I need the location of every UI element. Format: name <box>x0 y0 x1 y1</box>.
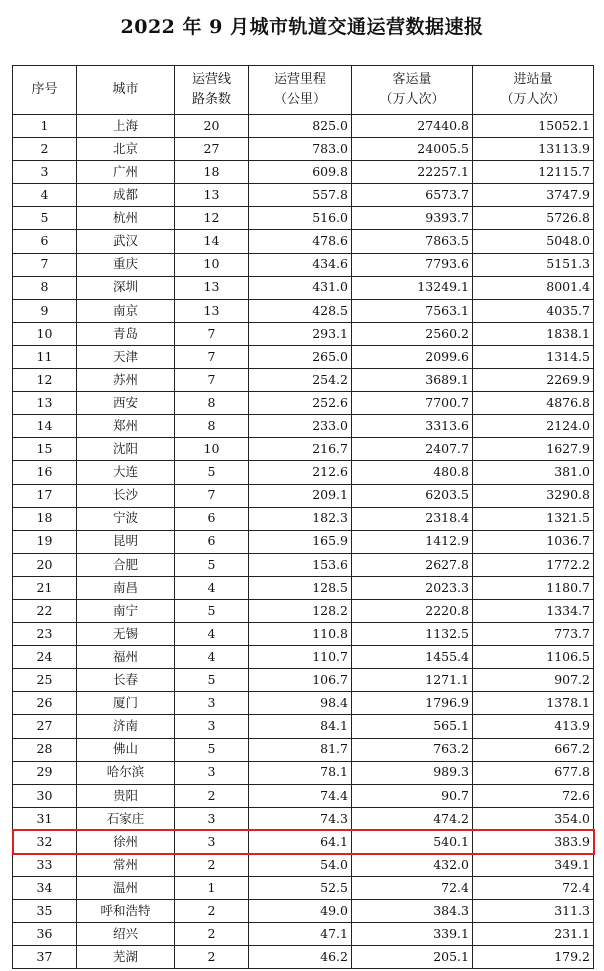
table-row <box>13 138 594 161</box>
cell-line-count: 7 <box>175 484 249 507</box>
table-row <box>13 253 594 276</box>
cell-line-count: 10 <box>175 438 249 461</box>
table-row <box>13 646 594 669</box>
table-row <box>13 415 594 438</box>
cell-mileage: 128.2 <box>249 599 352 622</box>
cell-entry-volume: 677.8 <box>473 761 594 784</box>
table-row <box>13 923 594 946</box>
metro-data-table <box>12 65 594 969</box>
cell-passenger-volume: 27440.8 <box>352 115 473 138</box>
cell-passenger-volume: 432.0 <box>352 854 473 877</box>
cell-city: 广州 <box>77 161 175 184</box>
table-row <box>13 322 594 345</box>
cell-city: 武汉 <box>77 230 175 253</box>
cell-passenger-volume: 2220.8 <box>352 599 473 622</box>
cell-index: 10 <box>13 322 77 345</box>
table-row <box>13 161 594 184</box>
cell-line-count: 4 <box>175 576 249 599</box>
cell-mileage: 609.8 <box>249 161 352 184</box>
cell-passenger-volume: 2560.2 <box>352 322 473 345</box>
cell-entry-volume: 349.1 <box>473 854 594 877</box>
header-index: 序号 <box>13 66 77 115</box>
cell-passenger-volume: 24005.5 <box>352 138 473 161</box>
cell-index: 8 <box>13 276 77 299</box>
page-title: 2022 年 9 月城市轨道交通运营数据速报 <box>120 16 484 38</box>
cell-passenger-volume: 72.4 <box>352 877 473 900</box>
cell-index: 37 <box>13 946 77 969</box>
cell-city: 合肥 <box>77 553 175 576</box>
cell-city: 呼和浩特 <box>77 900 175 923</box>
cell-line-count: 5 <box>175 669 249 692</box>
cell-line-count: 13 <box>175 276 249 299</box>
cell-line-count: 4 <box>175 623 249 646</box>
cell-city: 大连 <box>77 461 175 484</box>
cell-index: 20 <box>13 553 77 576</box>
cell-city: 苏州 <box>77 369 175 392</box>
cell-entry-volume: 1321.5 <box>473 507 594 530</box>
cell-entry-volume: 413.9 <box>473 715 594 738</box>
cell-city: 厦门 <box>77 692 175 715</box>
cell-city: 杭州 <box>77 207 175 230</box>
cell-passenger-volume: 565.1 <box>352 715 473 738</box>
cell-mileage: 78.1 <box>249 761 352 784</box>
table-row <box>13 669 594 692</box>
cell-entry-volume: 5726.8 <box>473 207 594 230</box>
table-row <box>13 184 594 207</box>
cell-mileage: 74.3 <box>249 807 352 830</box>
cell-index: 32 <box>13 830 77 853</box>
cell-mileage: 182.3 <box>249 507 352 530</box>
cell-line-count: 2 <box>175 854 249 877</box>
cell-line-count: 14 <box>175 230 249 253</box>
cell-city: 长沙 <box>77 484 175 507</box>
cell-passenger-volume: 7793.6 <box>352 253 473 276</box>
header-city: 城市 <box>77 66 175 115</box>
cell-entry-volume: 1314.5 <box>473 345 594 368</box>
cell-mileage: 128.5 <box>249 576 352 599</box>
table-row <box>13 115 594 138</box>
cell-entry-volume: 1772.2 <box>473 553 594 576</box>
table-row <box>13 207 594 230</box>
table-row <box>13 392 594 415</box>
cell-entry-volume: 8001.4 <box>473 276 594 299</box>
cell-index: 1 <box>13 115 77 138</box>
cell-line-count: 20 <box>175 115 249 138</box>
table-row <box>13 576 594 599</box>
cell-passenger-volume: 763.2 <box>352 738 473 761</box>
cell-city: 绍兴 <box>77 923 175 946</box>
cell-entry-volume: 354.0 <box>473 807 594 830</box>
cell-passenger-volume: 6203.5 <box>352 484 473 507</box>
cell-line-count: 5 <box>175 599 249 622</box>
table-row <box>13 761 594 784</box>
cell-index: 11 <box>13 345 77 368</box>
cell-city: 深圳 <box>77 276 175 299</box>
cell-index: 23 <box>13 623 77 646</box>
cell-passenger-volume: 480.8 <box>352 461 473 484</box>
table-row <box>13 438 594 461</box>
cell-mileage: 212.6 <box>249 461 352 484</box>
cell-mileage: 98.4 <box>249 692 352 715</box>
cell-city: 福州 <box>77 646 175 669</box>
cell-index: 16 <box>13 461 77 484</box>
cell-city: 天津 <box>77 345 175 368</box>
cell-line-count: 6 <box>175 530 249 553</box>
table-row <box>13 345 594 368</box>
cell-entry-volume: 4876.8 <box>473 392 594 415</box>
cell-city: 哈尔滨 <box>77 761 175 784</box>
table-header-row <box>13 66 594 115</box>
table-row <box>13 807 594 830</box>
header-entry-volume: 进站量 （万人次） <box>473 66 594 115</box>
cell-mileage: 434.6 <box>249 253 352 276</box>
cell-entry-volume: 5048.0 <box>473 230 594 253</box>
cell-entry-volume: 1838.1 <box>473 322 594 345</box>
cell-index: 2 <box>13 138 77 161</box>
cell-line-count: 13 <box>175 184 249 207</box>
cell-line-count: 3 <box>175 692 249 715</box>
table-row <box>13 599 594 622</box>
cell-city: 常州 <box>77 854 175 877</box>
cell-entry-volume: 4035.7 <box>473 299 594 322</box>
cell-line-count: 2 <box>175 946 249 969</box>
cell-city: 南宁 <box>77 599 175 622</box>
cell-index: 24 <box>13 646 77 669</box>
cell-index: 21 <box>13 576 77 599</box>
cell-mileage: 478.6 <box>249 230 352 253</box>
cell-mileage: 46.2 <box>249 946 352 969</box>
table-row <box>13 900 594 923</box>
cell-index: 31 <box>13 807 77 830</box>
cell-city: 郑州 <box>77 415 175 438</box>
cell-mileage: 47.1 <box>249 923 352 946</box>
cell-line-count: 12 <box>175 207 249 230</box>
cell-city: 温州 <box>77 877 175 900</box>
cell-passenger-volume: 2407.7 <box>352 438 473 461</box>
cell-mileage: 293.1 <box>249 322 352 345</box>
cell-entry-volume: 5151.3 <box>473 253 594 276</box>
table-row <box>13 692 594 715</box>
cell-line-count: 2 <box>175 900 249 923</box>
cell-city: 贵阳 <box>77 784 175 807</box>
cell-passenger-volume: 13249.1 <box>352 276 473 299</box>
cell-entry-volume: 311.3 <box>473 900 594 923</box>
cell-line-count: 5 <box>175 461 249 484</box>
cell-mileage: 557.8 <box>249 184 352 207</box>
cell-passenger-volume: 3689.1 <box>352 369 473 392</box>
cell-mileage: 74.4 <box>249 784 352 807</box>
table-row <box>13 276 594 299</box>
cell-index: 33 <box>13 854 77 877</box>
cell-index: 22 <box>13 599 77 622</box>
table-row <box>13 946 594 969</box>
cell-index: 18 <box>13 507 77 530</box>
cell-city: 佛山 <box>77 738 175 761</box>
cell-passenger-volume: 1412.9 <box>352 530 473 553</box>
cell-entry-volume: 383.9 <box>473 830 594 853</box>
cell-mileage: 110.8 <box>249 623 352 646</box>
cell-entry-volume: 2124.0 <box>473 415 594 438</box>
cell-entry-volume: 1036.7 <box>473 530 594 553</box>
cell-line-count: 2 <box>175 784 249 807</box>
cell-line-count: 7 <box>175 322 249 345</box>
cell-mileage: 165.9 <box>249 530 352 553</box>
cell-entry-volume: 907.2 <box>473 669 594 692</box>
cell-city: 成都 <box>77 184 175 207</box>
cell-entry-volume: 72.6 <box>473 784 594 807</box>
table-row <box>13 369 594 392</box>
cell-city: 上海 <box>77 115 175 138</box>
cell-index: 19 <box>13 530 77 553</box>
cell-city: 宁波 <box>77 507 175 530</box>
cell-passenger-volume: 474.2 <box>352 807 473 830</box>
cell-index: 34 <box>13 877 77 900</box>
cell-entry-volume: 1627.9 <box>473 438 594 461</box>
cell-city: 无锡 <box>77 623 175 646</box>
cell-entry-volume: 1180.7 <box>473 576 594 599</box>
cell-index: 26 <box>13 692 77 715</box>
cell-line-count: 18 <box>175 161 249 184</box>
cell-passenger-volume: 22257.1 <box>352 161 473 184</box>
cell-city: 沈阳 <box>77 438 175 461</box>
cell-index: 14 <box>13 415 77 438</box>
cell-line-count: 3 <box>175 715 249 738</box>
cell-passenger-volume: 9393.7 <box>352 207 473 230</box>
cell-line-count: 5 <box>175 738 249 761</box>
cell-city: 青岛 <box>77 322 175 345</box>
cell-index: 12 <box>13 369 77 392</box>
cell-city: 南京 <box>77 299 175 322</box>
cell-passenger-volume: 205.1 <box>352 946 473 969</box>
cell-mileage: 254.2 <box>249 369 352 392</box>
cell-index: 29 <box>13 761 77 784</box>
cell-entry-volume: 1378.1 <box>473 692 594 715</box>
header-mileage: 运营里程 （公里） <box>249 66 352 115</box>
cell-entry-volume: 13113.9 <box>473 138 594 161</box>
cell-entry-volume: 3290.8 <box>473 484 594 507</box>
cell-line-count: 3 <box>175 830 249 853</box>
cell-passenger-volume: 90.7 <box>352 784 473 807</box>
cell-entry-volume: 667.2 <box>473 738 594 761</box>
cell-line-count: 3 <box>175 761 249 784</box>
cell-mileage: 153.6 <box>249 553 352 576</box>
cell-passenger-volume: 1271.1 <box>352 669 473 692</box>
cell-line-count: 1 <box>175 877 249 900</box>
cell-entry-volume: 231.1 <box>473 923 594 946</box>
table-row <box>13 830 594 853</box>
cell-entry-volume: 773.7 <box>473 623 594 646</box>
cell-mileage: 265.0 <box>249 345 352 368</box>
cell-passenger-volume: 1796.9 <box>352 692 473 715</box>
cell-index: 4 <box>13 184 77 207</box>
cell-index: 6 <box>13 230 77 253</box>
cell-entry-volume: 12115.7 <box>473 161 594 184</box>
cell-passenger-volume: 2627.8 <box>352 553 473 576</box>
cell-index: 15 <box>13 438 77 461</box>
cell-line-count: 8 <box>175 415 249 438</box>
cell-passenger-volume: 7863.5 <box>352 230 473 253</box>
cell-mileage: 783.0 <box>249 138 352 161</box>
cell-index: 7 <box>13 253 77 276</box>
cell-line-count: 3 <box>175 807 249 830</box>
table-row <box>13 738 594 761</box>
cell-mileage: 110.7 <box>249 646 352 669</box>
cell-line-count: 27 <box>175 138 249 161</box>
table-row <box>13 715 594 738</box>
cell-line-count: 4 <box>175 646 249 669</box>
cell-line-count: 8 <box>175 392 249 415</box>
cell-index: 27 <box>13 715 77 738</box>
cell-mileage: 54.0 <box>249 854 352 877</box>
cell-line-count: 13 <box>175 299 249 322</box>
cell-mileage: 52.5 <box>249 877 352 900</box>
cell-passenger-volume: 1132.5 <box>352 623 473 646</box>
header-line-count: 运营线 路条数 <box>175 66 249 115</box>
cell-index: 13 <box>13 392 77 415</box>
cell-line-count: 10 <box>175 253 249 276</box>
cell-passenger-volume: 7700.7 <box>352 392 473 415</box>
cell-city: 长春 <box>77 669 175 692</box>
table-row <box>13 553 594 576</box>
cell-passenger-volume: 339.1 <box>352 923 473 946</box>
cell-mileage: 49.0 <box>249 900 352 923</box>
cell-entry-volume: 179.2 <box>473 946 594 969</box>
cell-index: 36 <box>13 923 77 946</box>
cell-mileage: 825.0 <box>249 115 352 138</box>
cell-line-count: 2 <box>175 923 249 946</box>
cell-passenger-volume: 6573.7 <box>352 184 473 207</box>
table-row <box>13 530 594 553</box>
cell-mileage: 233.0 <box>249 415 352 438</box>
cell-mileage: 431.0 <box>249 276 352 299</box>
cell-passenger-volume: 1455.4 <box>352 646 473 669</box>
cell-line-count: 7 <box>175 345 249 368</box>
cell-entry-volume: 2269.9 <box>473 369 594 392</box>
cell-index: 28 <box>13 738 77 761</box>
table-row <box>13 484 594 507</box>
cell-index: 5 <box>13 207 77 230</box>
table-row <box>13 854 594 877</box>
cell-mileage: 81.7 <box>249 738 352 761</box>
cell-city: 南昌 <box>77 576 175 599</box>
cell-line-count: 6 <box>175 507 249 530</box>
table-row <box>13 623 594 646</box>
cell-passenger-volume: 2023.3 <box>352 576 473 599</box>
cell-city: 芜湖 <box>77 946 175 969</box>
cell-entry-volume: 381.0 <box>473 461 594 484</box>
cell-entry-volume: 72.4 <box>473 877 594 900</box>
cell-city: 石家庄 <box>77 807 175 830</box>
cell-entry-volume: 3747.9 <box>473 184 594 207</box>
cell-mileage: 516.0 <box>249 207 352 230</box>
cell-mileage: 209.1 <box>249 484 352 507</box>
cell-mileage: 428.5 <box>249 299 352 322</box>
cell-entry-volume: 15052.1 <box>473 115 594 138</box>
cell-city: 西安 <box>77 392 175 415</box>
cell-city: 济南 <box>77 715 175 738</box>
table-row <box>13 507 594 530</box>
cell-mileage: 84.1 <box>249 715 352 738</box>
cell-city: 昆明 <box>77 530 175 553</box>
header-passenger-volume: 客运量 （万人次） <box>352 66 473 115</box>
cell-index: 17 <box>13 484 77 507</box>
cell-passenger-volume: 540.1 <box>352 830 473 853</box>
cell-passenger-volume: 2318.4 <box>352 507 473 530</box>
cell-entry-volume: 1334.7 <box>473 599 594 622</box>
cell-mileage: 216.7 <box>249 438 352 461</box>
cell-entry-volume: 1106.5 <box>473 646 594 669</box>
table-row <box>13 299 594 322</box>
table-row <box>13 784 594 807</box>
cell-passenger-volume: 2099.6 <box>352 345 473 368</box>
cell-index: 25 <box>13 669 77 692</box>
cell-passenger-volume: 989.3 <box>352 761 473 784</box>
cell-index: 30 <box>13 784 77 807</box>
cell-mileage: 106.7 <box>249 669 352 692</box>
cell-city: 重庆 <box>77 253 175 276</box>
cell-line-count: 7 <box>175 369 249 392</box>
cell-passenger-volume: 7563.1 <box>352 299 473 322</box>
cell-index: 3 <box>13 161 77 184</box>
cell-mileage: 64.1 <box>249 830 352 853</box>
table-row <box>13 230 594 253</box>
cell-line-count: 5 <box>175 553 249 576</box>
cell-mileage: 252.6 <box>249 392 352 415</box>
cell-passenger-volume: 3313.6 <box>352 415 473 438</box>
cell-index: 35 <box>13 900 77 923</box>
cell-city: 徐州 <box>77 830 175 853</box>
cell-city: 北京 <box>77 138 175 161</box>
cell-passenger-volume: 384.3 <box>352 900 473 923</box>
cell-index: 9 <box>13 299 77 322</box>
table-row <box>13 877 594 900</box>
table-row <box>13 461 594 484</box>
